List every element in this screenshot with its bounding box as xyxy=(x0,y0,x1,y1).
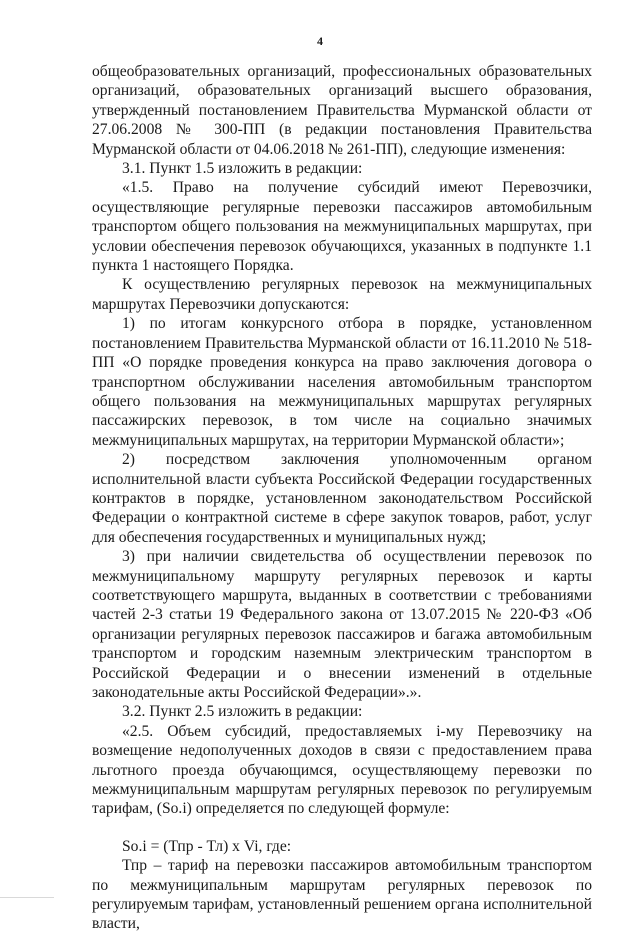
page-number: 4 xyxy=(317,34,323,48)
admission-item-3: 3) при наличии свидетельства об осуществлении перевозок по межмуниципальному маршруту регулярных перевозок и карты соответствующего маршрута, выданных в соответствии с требованиями частей 2-3 статьи 19 Федерального закона от 13.07.2015 № 220-ФЗ «Об организации регулярных перевозок пассажиров и багажа автомобильным транспортом и городским наземным электрическим транспортом в Российской Федерации и о внесении изменений в отдельные законодательные акты Российской Федерации».». xyxy=(92,548,592,701)
clause-2-5-text: «2.5. Объем субсидий, предоставляемых i-му Перевозчику на возмещение недополученных доходов в связи с предоставлением права льготного проезда обучающимся, осуществляющему перевозки по межмуниципальным маршрутам регулярных перевозок по регулируемым тарифам, (So.i) определяется по следующей формуле: xyxy=(92,722,592,818)
intro-paragraph: общеобразовательных организаций, профессиональных образовательных организаций, образовательных организаций высшего образования, утвержденный постановлением Правительства Мурманской области от 27.06.2008 № 300-ПП (в редакции постановления Правительства Мурманской области от 04.06.2018 № 261-ПП), следующие изменения: xyxy=(92,63,592,158)
item-3-1-heading: 3.1. Пункт 1.5 изложить в редакции: xyxy=(122,160,363,178)
admission-item-1: 1) по итогам конкурсного отбора в порядке, установленном постановлением Правительства Мурманской области от 16.11.2010 № 518-ПП «О порядке проведения конкурса на право заключения договора о транспортном обслуживании населения автомобильным транспортом общего пользования на межмуниципальных маршрутах регулярных пассажирских перевозок, в том числе на социально значимых межмуниципальных маршрутах, на территории Мурманской области»; xyxy=(92,315,592,449)
subsidy-formula: So.i = (Тпр - Тл) х Vi, где: xyxy=(122,837,292,855)
admission-item-2: 2) посредством заключения уполномоченным органом исполнительной власти субъекта Российской Федерации государственных контрактов в порядке, установленном законодательством Российской Федерации о контрактной системе в сфере закупок товаров, работ, услуг для обеспечения государственных и муниципальных нужд; xyxy=(92,451,592,546)
item-3-2-heading: 3.2. Пункт 2.5 изложить в редакции: xyxy=(122,703,363,721)
scan-artifact-line xyxy=(0,897,54,898)
carriers-admission-paragraph: К осуществлению регулярных перевозок на межмуниципальных маршрутах Перевозчики допускаются: xyxy=(92,276,592,313)
tariff-definition: Тпр – тариф на перевозки пассажиров автомобильным транспортом по межмуниципальным маршрутам регулярных перевозок по регулируемым тарифам, установленный решением органа исполнительной власти, xyxy=(92,857,592,933)
clause-1-5-text: «1.5. Право на получение субсидий имеют Перевозчики, осуществляющие регулярные перевозки пассажиров автомобильным транспортом общего пользования на межмуниципальных маршрутах, при условии обеспечения перевозок обучающихся, указанных в подпункте 1.1 пункта 1 настоящего Порядка. xyxy=(92,179,592,275)
document-body xyxy=(92,62,592,934)
